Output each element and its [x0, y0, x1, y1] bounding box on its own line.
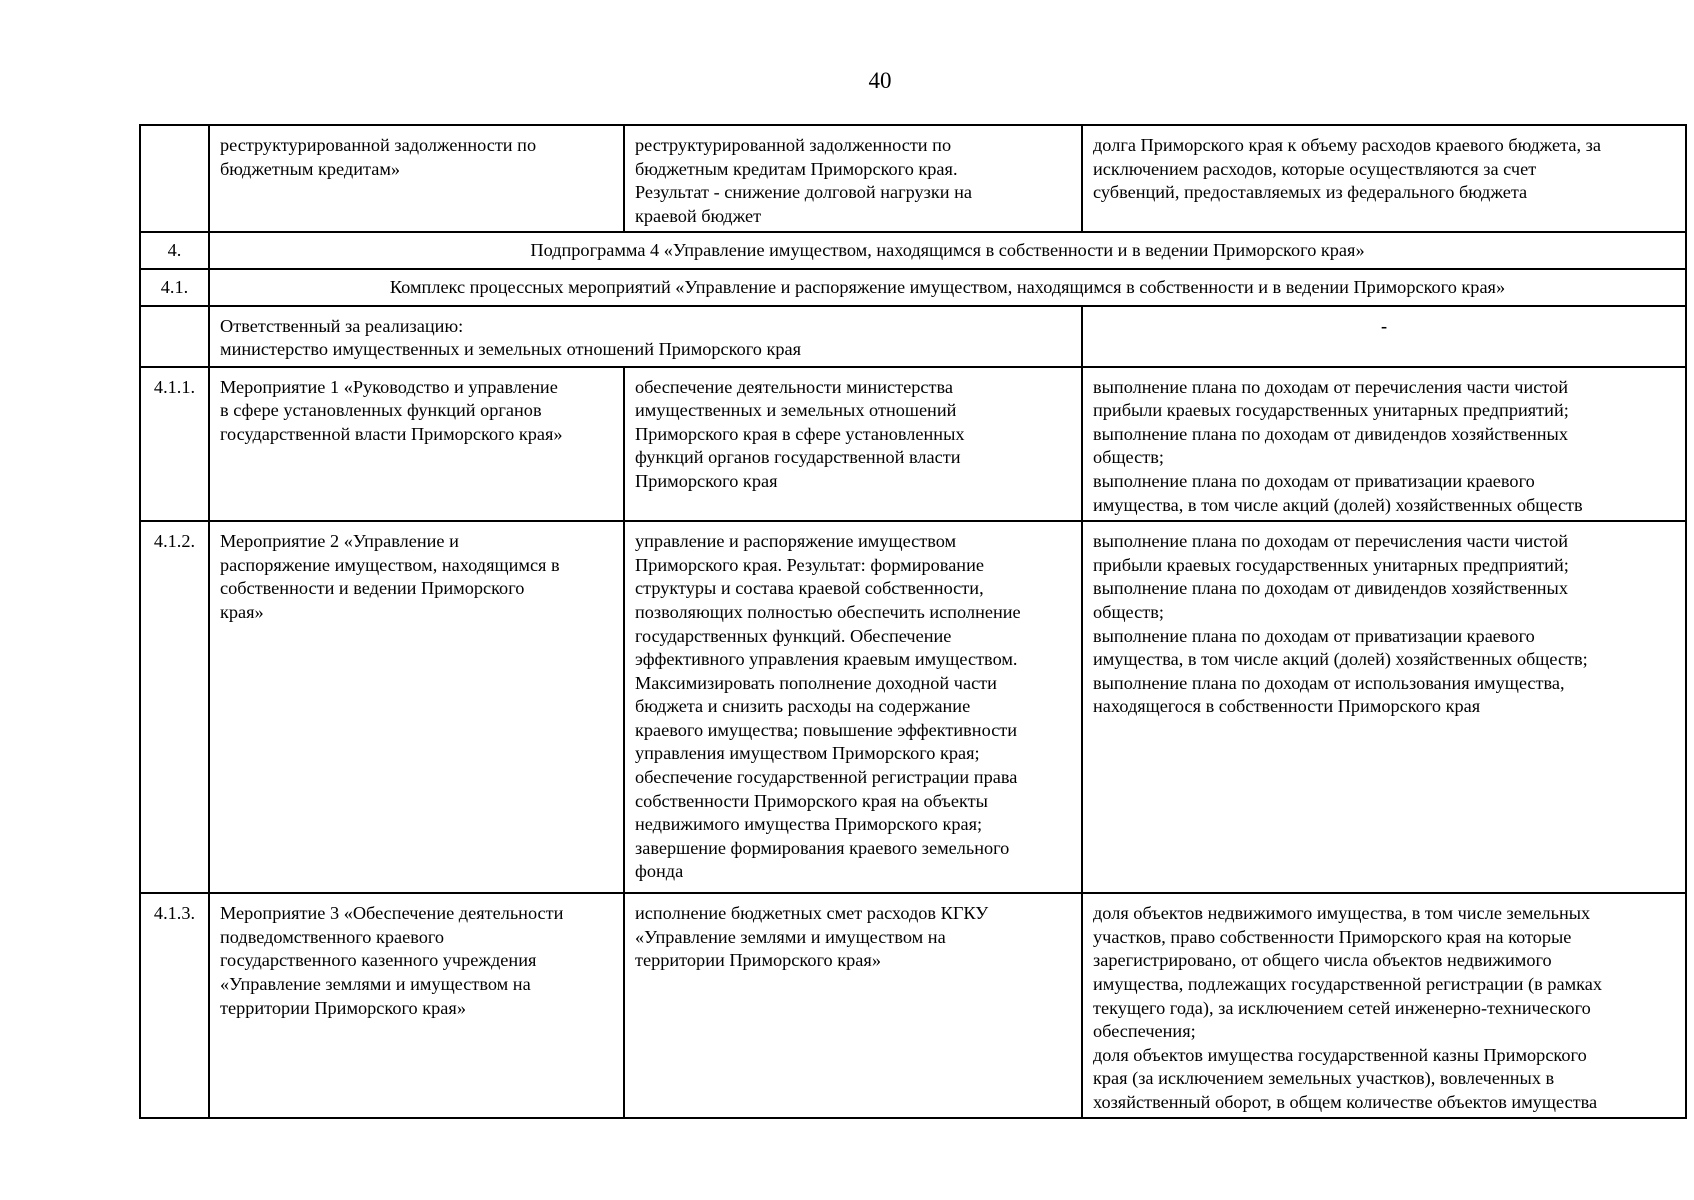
row-number: 4. [140, 232, 209, 269]
table-row [140, 125, 1686, 232]
table-row [140, 367, 1686, 522]
responsible-row [140, 306, 1686, 367]
page-number: 40 [868, 68, 892, 93]
indicators-cell: выполнение плана по доходам от перечисления части чистой прибыли краевых государственных унитарных предприятий; выполнение плана по доходам от дивидендов хозяйственных обществ; выполнение плана по доходам от приватизации краевого имущества, в том числе акций (долей) хозяйственных обществ [1082, 367, 1686, 522]
complex-title: Комплекс процессных мероприятий «Управление и распоряжение имуществом, находящимся в собственности и в ведении Приморского края» [209, 269, 1686, 306]
responsible-cell: Ответственный за реализацию: министерство имущественных и земельных отношений Приморского края [209, 306, 1082, 367]
event-description-cell: обеспечение деятельности министерства имущественных и земельных отношений Приморского края в сфере установленных функций органов государственной власти Приморского края [624, 367, 1082, 522]
complex-row [140, 269, 1686, 306]
program-table [139, 124, 1687, 1119]
event-description-cell: реструктурированной задолженности по бюджетным кредитам Приморского края. Результат - снижение долговой нагрузки на краевой бюджет [624, 125, 1082, 232]
event-name-cell: реструктурированной задолженности по бюджетным кредитам» [209, 125, 624, 232]
event-description-cell: управление и распоряжение имуществом Приморского края. Результат: формирование структуры и состава краевой собственности, позволяющих полностью обеспечить исполнение государственных функций. Обеспечение эффективного управления краевым имуществом. Максимизировать пополнение доходной части бюджета и снизить расходы на содержание краевого имущества; повышение эффективности управления имуществом Приморского края; обеспечение государственной регистрации права собственности Приморского края на объекты недвижимого имущества Приморского края; завершение формирования краевого земельного фонда [624, 521, 1082, 893]
row-number: 4.1.1. [140, 367, 209, 522]
row-number: 4.1.2. [140, 521, 209, 893]
row-number [140, 306, 209, 367]
indicators-cell: выполнение плана по доходам от перечисления части чистой прибыли краевых государственных унитарных предприятий; выполнение плана по доходам от дивидендов хозяйственных обществ; выполнение плана по доходам от приватизации краевого имущества, в том числе акций (долей) хозяйственных обществ; выполнение плана по доходам от использования имущества, находящегося в собственности Приморского края [1082, 521, 1686, 893]
subprogram-row [140, 232, 1686, 269]
row-number: 4.1. [140, 269, 209, 306]
table-row [140, 893, 1686, 1118]
event-name-cell: Мероприятие 2 «Управление и распоряжение имуществом, находящимся в собственности и ведении Приморского края» [209, 521, 624, 893]
indicators-cell: долга Приморского края к объему расходов краевого бюджета, за исключением расходов, которые осуществляются за счет субвенций, предоставляемых из федерального бюджета [1082, 125, 1686, 232]
indicators-cell: - [1082, 306, 1686, 367]
event-name-cell: Мероприятие 1 «Руководство и управление в сфере установленных функций органов государственной власти Приморского края» [209, 367, 624, 522]
indicators-cell: доля объектов недвижимого имущества, в том числе земельных участков, право собственности Приморского края на которые зарегистрировано, от общего числа объектов недвижимого имущества, подлежащих государственной регистрации (в рамках текущего года), за исключением сетей инженерно-технического обеспечения; доля объектов имущества государственной казны Приморского края (за исключением земельных участков), вовлеченных в хозяйственный оборот, в общем количестве объектов имущества [1082, 893, 1686, 1118]
row-number [140, 125, 209, 232]
event-name-cell: Мероприятие 3 «Обеспечение деятельности подведомственного краевого государственного казенного учреждения «Управление землями и имуществом на территории Приморского края» [209, 893, 624, 1118]
event-description-cell: исполнение бюджетных смет расходов КГКУ «Управление землями и имуществом на территории Приморского края» [624, 893, 1082, 1118]
row-number: 4.1.3. [140, 893, 209, 1118]
table-row [140, 521, 1686, 893]
subprogram-title: Подпрограмма 4 «Управление имуществом, находящимся в собственности и в ведении Приморского края» [209, 232, 1686, 269]
